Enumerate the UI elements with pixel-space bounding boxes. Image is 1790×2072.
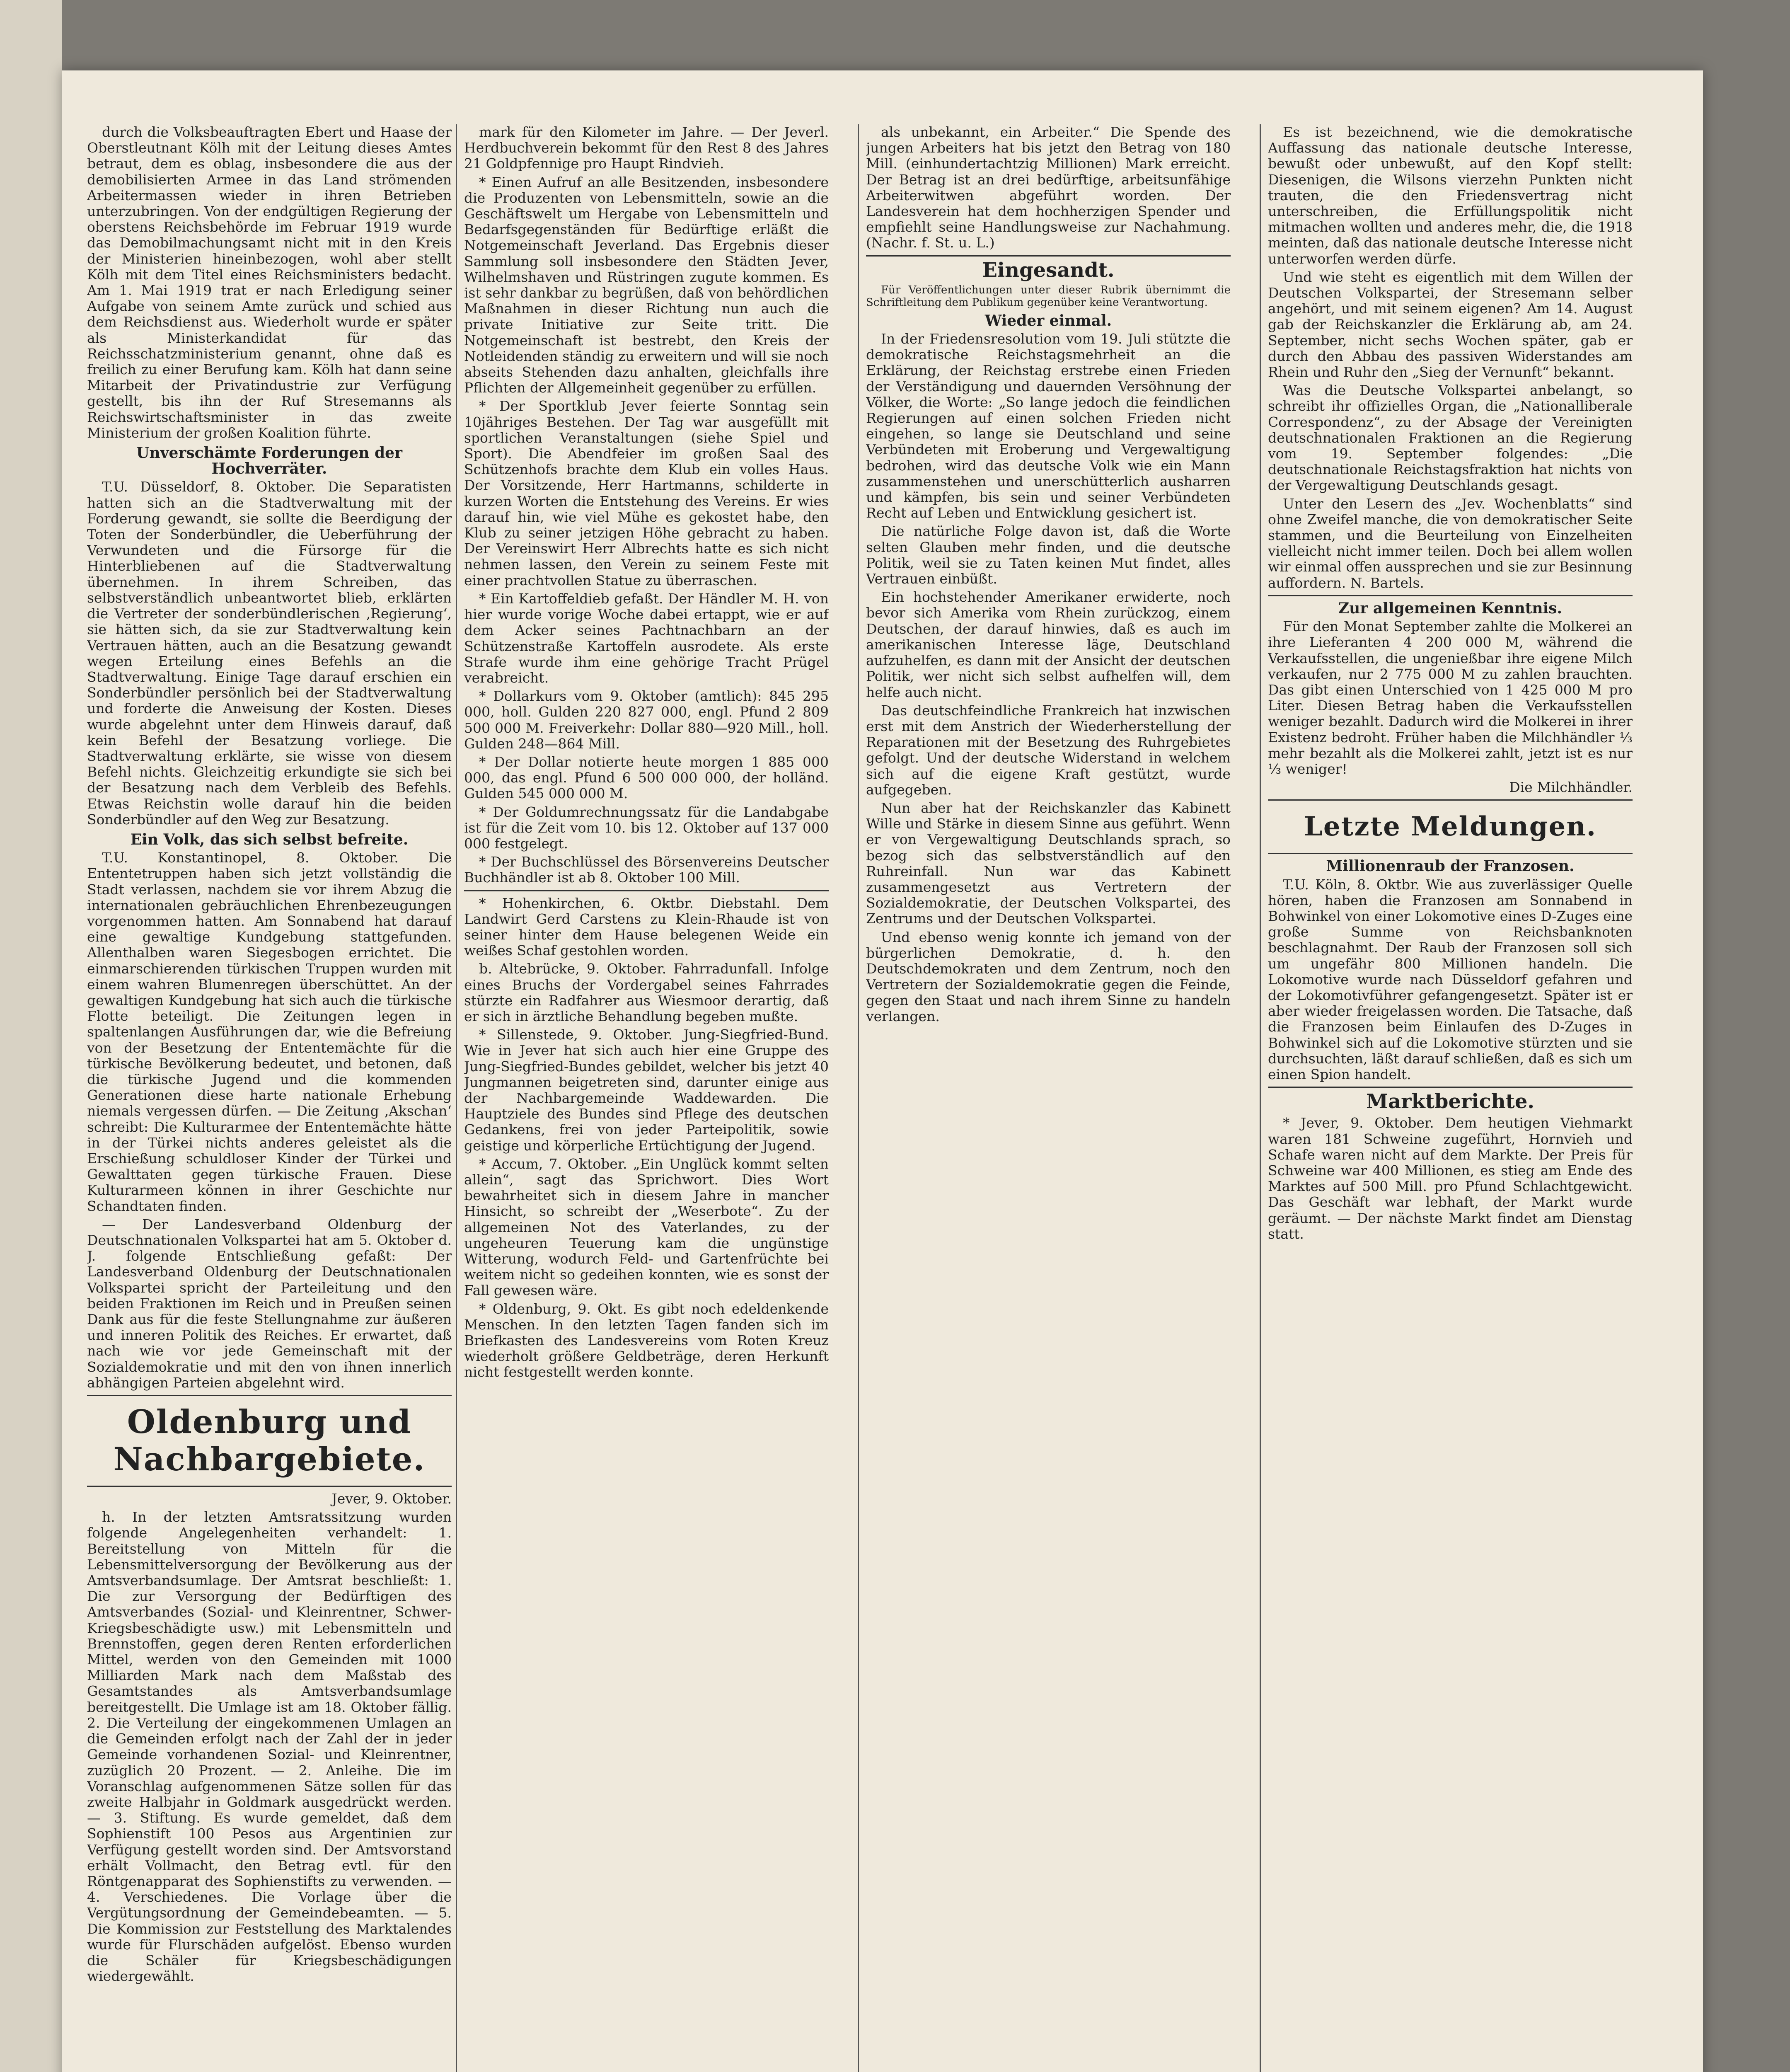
section-heading: Millionenraub der Franzosen. xyxy=(1326,857,1575,875)
divider xyxy=(1268,853,1633,854)
divider xyxy=(464,890,829,891)
paragraph: h. In der letzten Amtsratssitzung wurden folgende Angelegenheiten verhandelt: 1. Bereitstellung von Mitteln für die Lebensmittelversorgung der Bevölkerung aus der Amtsverbandsumlage. Der Amtsrat beschließt: 1. Die zur Versorgung der Bedürftigen des Amtsverbandes (Sozial- und Kleinrentner, Schwer-Kriegsbeschädigte usw.) mit Lebensmitteln und Brennstoffen, gegen deren Renten erforderlichen Mittel, werden von den Gemeinden mit 1000 Milliarden Mark nach dem Maßstab des Gesamtstandes als Amtsverbandsumlage bereitgestellt. Die Umlage ist am 18. Oktober fällig. 2. Die Verteilung der eingekommenen Umlagen an die Gemeinden erfolgt nach der Zahl der in jeder Gemeinde vorhandenen Sozial- und Kleinrentner, zuzüglich 20 Prozent. — 2. Anleihe. Die im Voranschlag aufgenommenen Sätze sollen für das zweite Halbjahr in Goldmark ausgedrückt werden. — 3. Stiftung. Es wurde gemeldet, daß dem Sophienstift 100 Pesos aus Argentinien zur Verfügung gestellt worden sind. Der Amtsvorstand erhält Vollmacht, den Betrag evtl. für den Röntgenapparat des Sophienstifts zu verwenden. — 4. Verschiedenes. Die Vorlage über die Vergütungsordnung der Gemeindebeamten. — 5. Die Kommission zur Feststellung des Marktalendes wurde für Flurschäden aufgelöst. Ebenso wurden die Schäler für Kriegsbeschädigungen wiedergewählt. xyxy=(87,1509,452,1985)
paragraph: * Jever, 9. Oktober. Dem heutigen Viehmarkt waren 181 Schweine zugeführt, Hornvieh und Schafe waren nicht auf dem Markte. Der Preis für Schweine war 400 Millionen, es stieg am Ende des Marktes auf 500 Mill. pro Pfund Schlachtgewicht. Das Geschäft war lebhaft, der Markt wurde geräumt. — Der nächste Markt findet am Dienstag statt. xyxy=(1268,1115,1633,1242)
column-4 xyxy=(1268,124,1633,2072)
paragraph: * Der Dollar notierte heute morgen 1 885 000 000, das engl. Pfund 6 500 000 000, der holländ. Gulden 545 000 000 M. xyxy=(464,753,829,802)
section-title: Oldenburg und Nachbargebiete. xyxy=(113,1403,426,1479)
paragraph: Es ist bezeichnend, wie die demokratische Auffassung das nationale deutsche Interesse, bewußt oder unbewußt, auf den Kopf stellt: Diesenigen, die Wilsons vierzehn Punkten nicht trauten, die den Friedensvertrag nicht unterschreiben, die Erfüllungspolitik nicht mitmachen wollten und anderes mehr, die, die 1918 meinten, daß das nationale deutsche Interesse nicht unterworfen werden dürfe. xyxy=(1268,124,1633,267)
paragraph: Nun aber hat der Reichskanzler das Kabinett Wille und Stärke in diesem Sinne aus geführt. Wenn er von Vergewaltigung Deutschlands sprach, so bezog sich das selbstverständlich auf den Ruhreinfall. Nun war das Kabinett zusammengesetzt aus Vertretern der Sozialdemokratie, der Deutschen Volkspartei, des Zentrums und der Deutschen Volkspartei. xyxy=(866,799,1231,927)
column-1 xyxy=(87,124,452,2072)
paragraph: — Der Landesverband Oldenburg der Deutschnationalen Volkspartei hat am 5. Oktober d. J. folgende Entschließung gefaßt: Der Landesverband Oldenburg der Deutschnationalen Volkspartei spricht der Parteileitung und den beiden Fraktionen im Reich und in Preußen seinen Dank aus für die feste Stellungnahme zur äußeren und inneren Politik des Reiches. Er erwartet, daß nach wie vor jede Gemeinschaft mit der Sozialdemokratie und mit den von ihnen innerlich abhängigen Parteien abgelehnt wird. xyxy=(87,1216,452,1391)
column-3 xyxy=(866,124,1231,2072)
dateline: Jever, 9. Oktober. xyxy=(331,1491,452,1507)
paragraph: Ein hochstehender Amerikaner erwiderte, noch bevor sich Amerika vom Rhein zurückzog, einem Deutschen, der darauf hinwies, daß es auch im amerikanischen Interesse läge, Deutschland aufzuhelfen, es dann mit der Ansicht der deutschen Politik, wer nicht sich selbst aufhelfen will, dem helfe auch nicht. xyxy=(866,589,1231,700)
section-title: Letzte Meldungen. xyxy=(1304,811,1597,842)
paragraph: * Der Sportklub Jever feierte Sonntag sein 10jähriges Bestehen. Der Tag war ausgefüllt mit sportlichen Veranstaltungen (siehe Spiel und Sport). Die Abendfeier im großen Saal des Schützenhofs brachte dem Klub ein volles Haus. Der Vorsitzende, Herr Hartmanns, schilderte in kurzen Worten die Entstehung des Vereins. Er wies darauf hin, wie viel Mühe es gekostet habe, den Klub zu seiner jetzigen Höhe gebracht zu haben. Der Vereinswirt Herr Albrechts hatte es sich nicht nehmen lassen, den Verein zu seinem Feste mit einer prachtvollen Statue zu überraschen. xyxy=(464,398,829,588)
paragraph: T.U. Köln, 8. Oktbr. Wie aus zuverlässiger Quelle hören, haben die Franzosen am Sonnabend in Bohwinkel von einer Lokomotive eines D-Zuges eine große Summe von Reichsbanknoten beschlagnahmt. Der Raub der Franzosen soll sich um ungefähr 800 Millionen handeln. Die Lokomotive wurde nach Düsseldorf gefahren und der Lokomotivführer gefangengesetzt. Später ist er aber wieder freigelassen worden. Die Tatsache, daß die Franzosen beim Einlaufen des D-Zuges in Bohwinkel sich auf die Lokomotive stürzten und sie durchsuchten, läßt darauf schließen, daß es sich um einen Spion handelt. xyxy=(1268,876,1633,1082)
divider xyxy=(1268,799,1633,801)
section-heading: Zur allgemeinen Kenntnis. xyxy=(1338,599,1563,617)
column-rule xyxy=(1260,124,1261,2072)
paragraph: Für den Monat September zahlte die Molkerei an ihre Lieferanten 4 200 000 M, während die Verkaufsstellen, die ungenießbar ihre eigene Milch verkaufen, nur 2 775 000 M zu zahlen brauchten. Das gibt einen Unterschied von 1 425 000 M pro Liter. Diesen Betrag haben die Verkaufsstellen weniger bezahlt. Dadurch wird die Molkerei in ihrer Existenz bedroht. Früher haben die Milchhändler ⅓ mehr bezahlt als die Molkerei zahlt, jetzt ist es nur ⅓ weniger! xyxy=(1268,618,1633,777)
paragraph: mark für den Kilometer im Jahre. — Der Jeverl. Herdbuchverein bekommt für den Rest 8 des Jahres 21 Goldpfennige pro Haupt Rindvieh. xyxy=(464,124,829,172)
divider xyxy=(1268,595,1633,596)
page-edge xyxy=(0,0,62,2072)
divider xyxy=(87,1486,452,1487)
paragraph: durch die Volksbeauftragten Ebert und Haase der Oberstleutnant Kölh mit der Leitung dieses Amtes betraut, dem es oblag, insbesondere die aus der demobilisierten Armee in das Land strömenden Arbeitermassen wieder in ihren Betrieben unterzubringen. Von der endgültigen Regierung der oberstens Reichsbehörde im Februar 1919 wurde das Demobilmachungsamt nicht mit in den Kreis der Ministerien hineinbezogen, wohl aber stellt Kölh mit dem Titel eines Reichsministers bedacht. Am 1. Mai 1919 trat er nach Erledigung seiner Aufgabe von seinem Amte zurück und schied aus dem Reichsdienst aus. Wiederholt wurde er später als Ministerkandidat für das Reichsschatzministerium genannt, ohne daß es freilich zu einer Berufung kam. Kölh hat dann seine Mitarbeit der Privatindustrie zur Verfügung gestellt, bis ihn der Ruf Stresemanns als Reichswirtschaftsminister in das zweite Ministerium der großen Koalition führte. xyxy=(87,124,452,441)
paragraph: * Dollarkurs vom 9. Oktober (amtlich): 845 295 000, holl. Gulden 220 827 000, engl. Pfund 2 809 500 000 M. Freiverkehr: Dollar 880—920 Mill., holl. Gulden 248—864 Mill. xyxy=(464,688,829,752)
editorial-note: Für Veröffentlichungen unter dieser Rubrik übernimmt die Schriftleitung dem Publikum gegenüber keine Verantwortung. xyxy=(866,283,1231,309)
paragraph: * Ein Kartoffeldieb gefaßt. Der Händler M. H. von hier wurde vorige Woche dabei ertappt, wie er auf dem Acker seines Pachtnachbarn an der Schützenstraße Kartoffeln ausrodete. Als erste Strafe wurde ihm eine gehörige Tracht Prügel verabreicht. xyxy=(464,590,829,686)
paragraph: Die natürliche Folge davon ist, daß die Worte selten Glauben mehr finden, und die deutsche Politik, weil sie zu Taten keinen Mut findet, alles Vertrauen einbüßt. xyxy=(866,523,1231,587)
column-rule xyxy=(858,124,859,2072)
paragraph: als unbekannt, ein Arbeiter.“ Die Spende des jungen Arbeiters hat bis jetzt den Betrag von 180 Mill. (einhundertachtzig Millionen) Mark erreicht. Der Betrag ist an drei bedürftige, arbeitsunfähige Arbeiterwitwen abgeführt worden. Der Landesverein hat dem hochherzigen Spender und empfiehlt seine Handlungsweise zur Nachahmung. (Nachr. f. St. u. L.) xyxy=(866,124,1231,251)
paragraph: In der Friedensresolution vom 19. Juli stützte die demokratische Reichstagsmehrheit an die Erklärung, der Reichstag erstrebe einen Frieden der Verständigung und dauernden Versöhnung der Völker, die Worte: „So lange jedoch die feindlichen Regierungen auf einen solchen Frieden nicht eingehen, so lange sie Deutschland und seine Verbündeten mit Eroberung und Vergewaltigung bedrohen, wird das deutsche Volk wie ein Mann zusammenstehen und unerschütterlich ausharren und kämpfen, bis sein und seiner Verbündeten Recht auf Leben und Entwicklung gesichert ist. xyxy=(866,331,1231,521)
paragraph: * Einen Aufruf an alle Besitzenden, insbesondere die Produzenten von Lebensmitteln, sowie an die Geschäftswelt um Hergabe von Lebensmitteln und Bedarfsgegenständen für Bedürftige erläßt die Notgemeinschaft Jeverland. Das Ergebnis dieser Sammlung soll insbesondere den Städten Jever, Wilhelmshaven und Rüstringen zugute kommen. Es ist sehr dankbar zu begrüßen, daß von behördlichen Maßnahmen in dieser Richtung nun auch die private Initiative zur Seite tritt. Die Notgemeinschaft ist bestrebt, den Kreis der Notleidenden ständig zu erweitern und will sie noch abseits Stehenden dazu anhalten, gleichfalls ihre Pflichten der Allgemeinheit gegenüber zu erfüllen. xyxy=(464,174,829,396)
paragraph: b. Altebrücke, 9. Oktober. Fahrradunfall. Infolge eines Bruchs der Vordergabel seines Fahrrades stürzte ein Radfahrer aus Wiesmoor derartig, daß er sich in ärztliche Behandlung begeben mußte. xyxy=(464,961,829,1024)
divider xyxy=(87,1395,452,1396)
section-heading: Wieder einmal. xyxy=(984,312,1112,329)
column-2 xyxy=(464,124,829,2072)
paragraph: Das deutschfeindliche Frankreich hat inzwischen erst mit dem Anstrich der Wiederherstellung der Reparationen mit der Besetzung des Ruhrgebietes gefolgt. Und der deutsche Widerstand in welchem sich auf die eigene Kraft gestützt, wurde aufgegeben. xyxy=(866,702,1231,798)
paragraph: * Der Buchschlüssel des Börsenvereins Deutscher Buchhändler ist ab 8. Oktober 100 Mill. xyxy=(464,854,829,886)
section-heading: Unverschämte Forderungen der Hochverräter. xyxy=(136,444,402,478)
paragraph: Und ebenso wenig konnte ich jemand von der bürgerlichen Demokratie, d. h. den Deutschdemokraten und dem Zentrum, noch den Vertretern der Sozialdemokratie gegen die Feinde, gegen den Staat und nach ihrem Sinne zu handeln verlangen. xyxy=(866,929,1231,1024)
section-title: Eingesandt. xyxy=(982,258,1115,282)
paragraph: * Accum, 7. Oktober. „Ein Unglück kommt selten allein“, sagt das Sprichwort. Dies Wort bewahrheitet sich in diesem Jahre in mancher Hinsicht, so schreibt der „Weserbote“. Zu der allgemeinen Not des Vaterlandes, zu der ungeheuren Teuerung kam die ungünstige Witterung, wodurch Feld- und Gartenfrüchte bei weitem nicht so gedeihen konnten, wie es sonst der Fall gewesen wäre. xyxy=(464,1155,829,1299)
paragraph: Was die Deutsche Volkspartei anbelangt, so schreibt ihr offizielles Organ, die „Nationalliberale Correspondenz“, zu der Absage der Vereinigten deutschnationalen Fraktionen an die Regierung vom 19. September folgendes: „Die deutschnationale Reichstagsfraktion hat nichts von der Vergewaltigung Deutschlands gesagt. xyxy=(1268,382,1633,494)
section-title: Marktberichte. xyxy=(1366,1090,1535,1113)
section-heading: Ein Volk, das sich selbst befreite. xyxy=(130,830,409,848)
paragraph: * Oldenburg, 9. Okt. Es gibt noch edeldenkende Menschen. In den letzten Tagen fanden sich im Briefkasten des Landesvereins vom Roten Kreuz wiederholt größere Geldbeträge, deren Herkunft nicht festgestellt werden konnte. xyxy=(464,1300,829,1380)
paragraph: * Hohenkirchen, 6. Oktbr. Diebstahl. Dem Landwirt Gerd Carstens zu Klein-Rhaude ist von seiner hinter dem Hause belegenen Weide ein weißes Schaf gestohlen worden. xyxy=(464,895,829,959)
divider xyxy=(1268,1087,1633,1088)
paragraph: * Sillenstede, 9. Oktober. Jung-Siegfried-Bund. Wie in Jever hat sich auch hier eine Gruppe des Jung-Siegfried-Bundes gebildet, welcher bis jetzt 40 Jungmannen beigetreten sind, darunter einige aus der Nachbargemeinde Waddewarden. Die Hauptziele des Bundes sind Pflege des deutschen Gedankens, frei von jeder Parteipolitik, sowie geistige und körperliche Ertüchtigung der Jugend. xyxy=(464,1026,829,1154)
paragraph: T.U. Düsseldorf, 8. Oktober. Die Separatisten hatten sich an die Stadtverwaltung mit der Forderung gewandt, sie sollte die Beerdigung der Toten der Sonderbündler, die Ueberführung der Verwundeten und die Fürsorge für die Hinterbliebenen auf die Stadtverwaltung übernehmen. In ihrem Schreiben, das selbstverständlich unbeantwortet blieb, erklärten die Vertreter der sonderbündlerischen ‚Regierung‘, sie hätten sich, da sie zur Stadtverwaltung kein Vertrauen hätten, auch an die Besatzung gewandt wegen Erteilung eines Befehls an die Stadtverwaltung. Einige Tage darauf erschien ein Sonderbündler persönlich bei der Stadtverwaltung und forderte die Anweisung der Kosten. Dieses wurde abgelehnt unter dem Hinweis darauf, daß kein Befehl der Besatzung vorliege. Die Stadtverwaltung erklärte, sie wisse von diesem Befehl nichts. Gleichzeitig erkundigte sie sich bei der Besatzung nach dem Verbleib des Befehls. Etwas Reichstin wolle darauf hin die beiden Sonderbündler auf den Weg zur Besatzung. xyxy=(87,479,452,828)
paragraph: T.U. Konstantinopel, 8. Oktober. Die Ententetruppen haben sich jetzt vollständig die Stadt verlassen, nachdem sie vor ihrem Abzug die internationalen gebräuchlichen Ehrenbezeugungen vorgenommen hatten. Am Sonnabend hat darauf eine gewaltige Kundgebung stattgefunden. Allenthalben waren Siegesbogen errichtet. Die einmarschierenden türkischen Truppen wurden mit einem wahren Blumenregen überschüttet. An der gewaltigen Kundgebung hat sich auch die türkische Flotte beteiligt. Die Zeitungen legen in spaltenlangen Ausführungen dar, wie die Befreiung von der Besetzung der Ententemächte für die türkische Bevölkerung bedeutet, und betonen, daß die türkische Jugend und die kommenden Generationen diese harte nationale Erhebung niemals vergessen dürfen. — Die Zeitung ‚Akschan‘ schreibt: Die Kulturarmee der Ententemächte hätte in der Türkei nichts anderes geleistet als die Erschießung schuldloser Kinder der Türkei und Gewalttaten gegen türkische Frauen. Diese Kulturarmeen können in ihrer Geschichte nur Schandtaten finden. xyxy=(87,850,452,1214)
paragraph: * Der Goldumrechnungssatz für die Landabgabe ist für die Zeit vom 10. bis 12. Oktober auf 137 000 000 festgelegt. xyxy=(464,804,829,852)
signature: Die Milchhändler. xyxy=(1509,779,1633,796)
divider xyxy=(866,255,1231,257)
column-rule xyxy=(456,124,457,2072)
paragraph: Unter den Lesern des „Jev. Wochenblatts“ sind ohne Zweifel manche, die von demokratischer Seite stammen, und die Beurteilung von Einzelheiten vielleicht nicht immer teilen. Doch bei allem wollen wir einmal offen aussprechen und sie zur Besinnung auffordern. N. Bartels. xyxy=(1268,495,1633,591)
paragraph: Und wie steht es eigentlich mit dem Willen der Deutschen Volkspartei, der Stresemann selber angehört, und mit seinem eigenen? Am 14. August gab der Reichskanzler die Erklärung ab, am 24. September, nicht sechs Wochen später, gab er durch den Abbau des passiven Widerstandes am Rhein und Ruhr den „Sieg der Vernunft“ bekannt. xyxy=(1268,269,1633,380)
